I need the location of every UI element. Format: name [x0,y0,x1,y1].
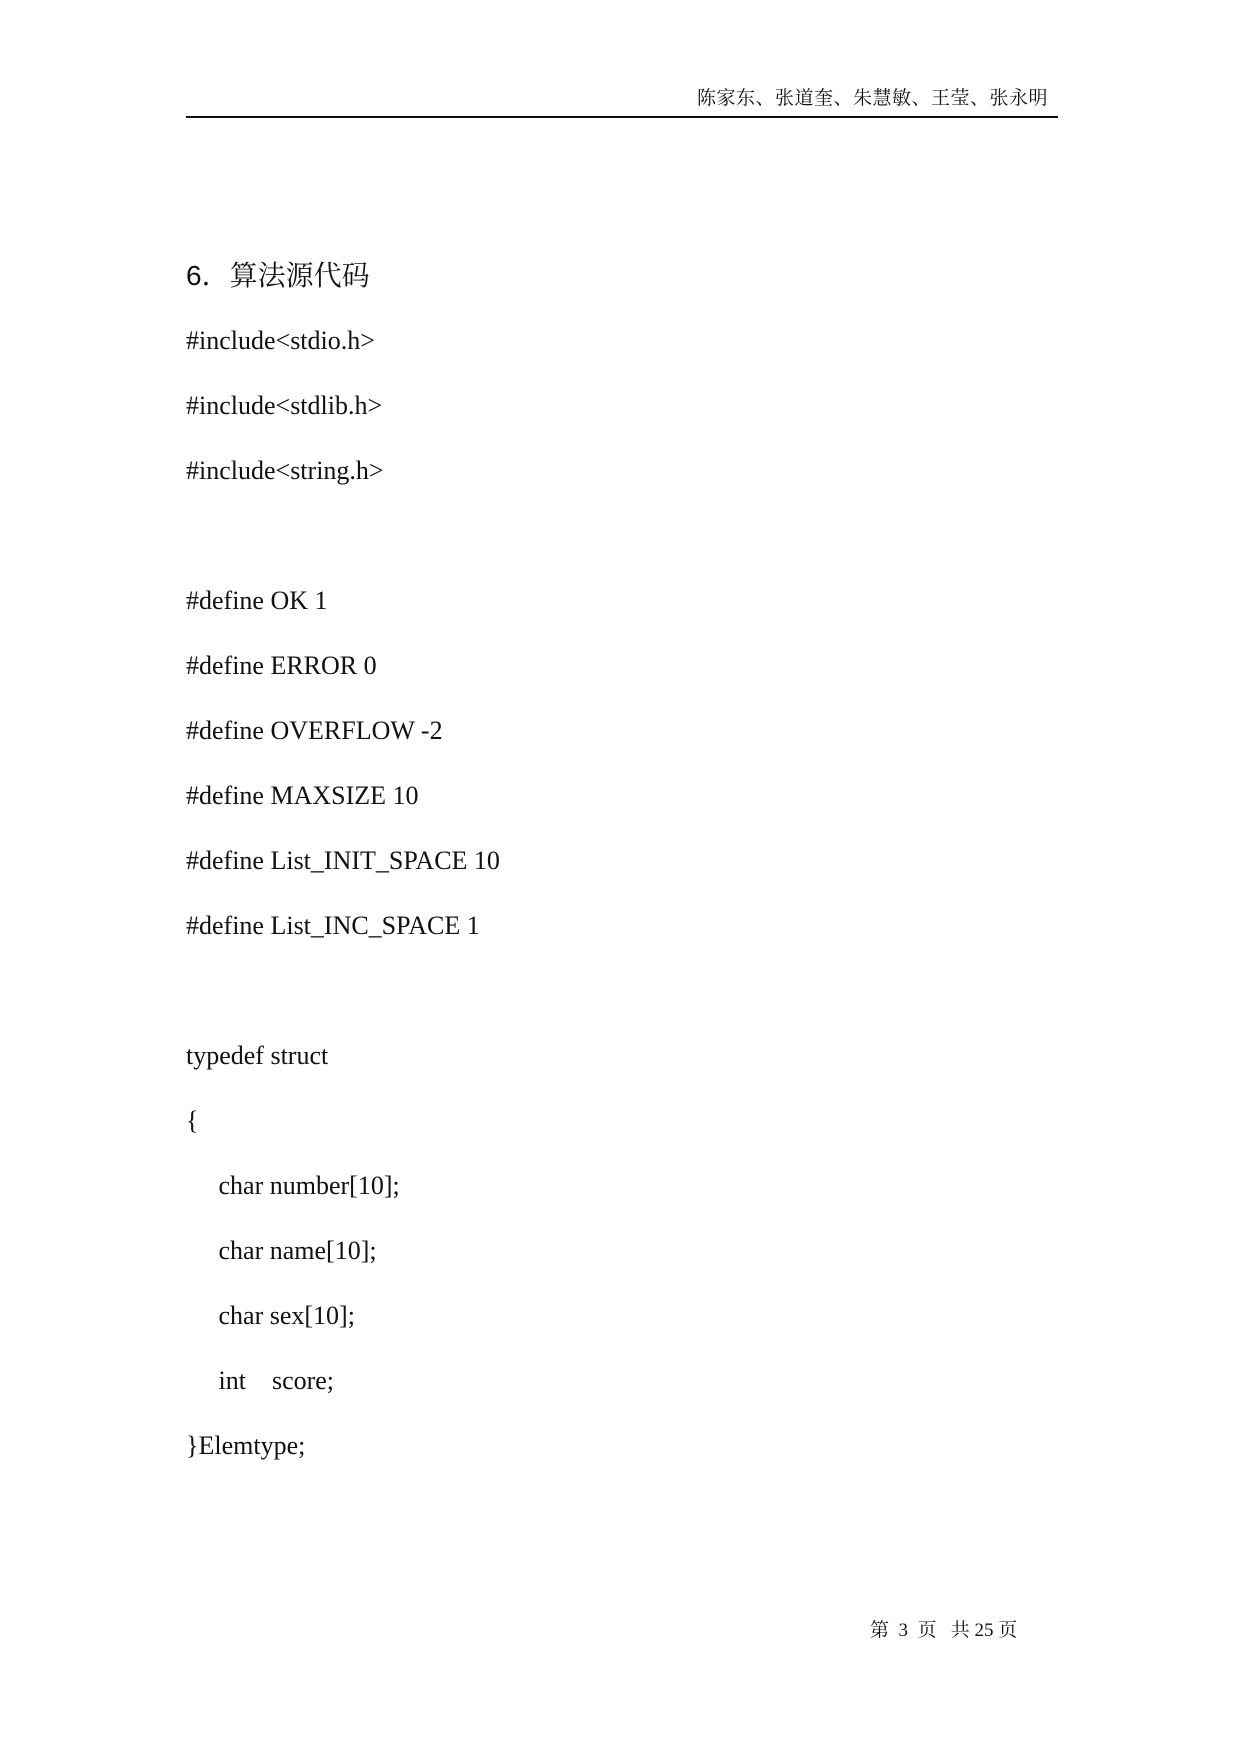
code-line-char-sex: char sex[10]; [186,1301,355,1330]
code-line-include-stdio: #include<stdio.h> [186,326,375,355]
header-authors: 陈家东、张道奎、朱慧敏、王莹、张永明 [696,88,1048,109]
code-line-define-error: #define ERROR 0 [186,651,377,680]
code-line-int-score: int score; [186,1366,335,1395]
code-line-open-brace: { [186,1106,199,1135]
code-line-elemtype: }Elemtype; [186,1431,306,1460]
code-line-define-list-init-space: #define List_INIT_SPACE 10 [186,846,500,875]
page-footer: 第 3 页 共 25 页 [870,1620,1018,1641]
page-header [186,86,1058,118]
code-line-define-maxsize: #define MAXSIZE 10 [186,781,419,810]
code-line-define-ok: #define OK 1 [186,586,328,615]
code-line-define-list-inc-space: #define List_INC_SPACE 1 [186,911,480,940]
code-line-include-stdlib: #include<stdlib.h> [186,391,383,420]
code-line-char-name: char name[10]; [186,1236,377,1265]
code-line-define-overflow: #define OVERFLOW -2 [186,716,443,745]
section-title: 6．算法源代码 [186,260,370,291]
code-line-include-string: #include<string.h> [186,456,384,485]
code-line-typedef-struct: typedef struct [186,1041,329,1070]
code-line-char-number: char number[10]; [186,1171,400,1200]
